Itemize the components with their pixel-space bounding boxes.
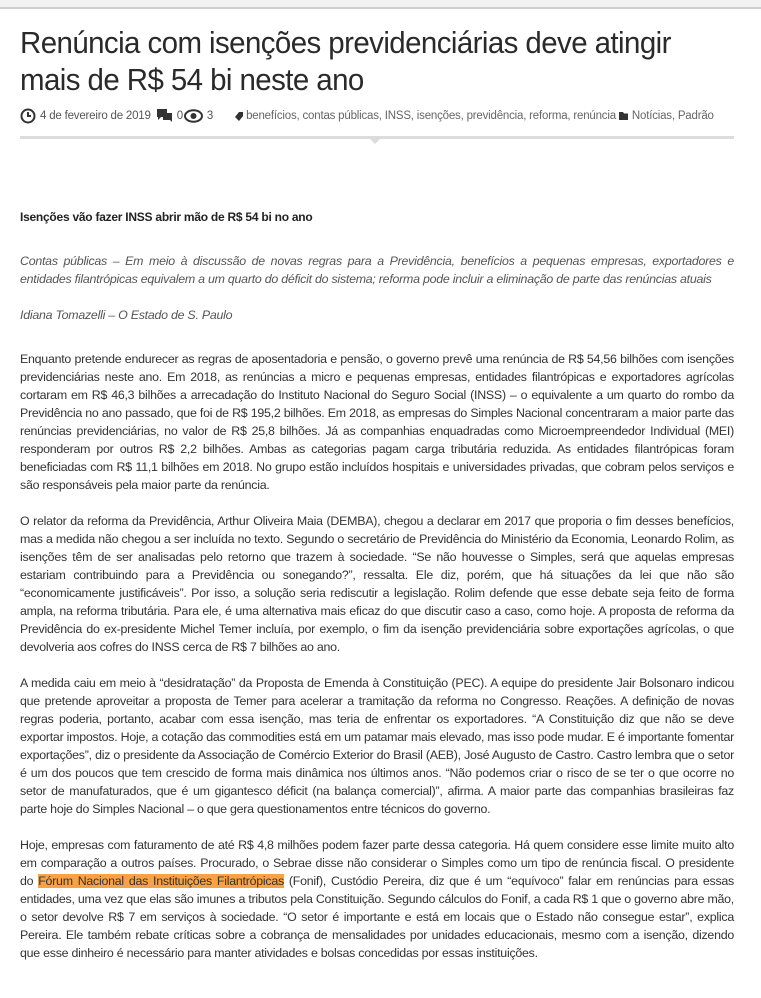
body-paragraph: Enquanto pretende endurecer as regras de aposentadoria e pensão, o governo prevê uma renúncia de R$ 54,56 bilhões com isenções previdenciárias neste ano. Em 2018, as renúncias a micro e pequenas empresas, entidades filantrópicas e exportadores agrícolas cortaram em R$ 46,3 bilhões a arrecadação do Instituto Nacional do Seguro Social (INSS) – o equivalente a um quarto do rombo da Previdência no ano passado, que foi de R$ 195,2 bilhões. Em 2018, as empresas do Simples Nacional concentraram a maior parte das renúncias previdenciárias, no valor de R$ 25,8 bilhões. Já as companhias enquadradas como Microempreendedor Individual (MEI) responderam por outros R$ 2,2 bilhões. Ambas as categorias pagam carga tributária reduzida. As entidades filantrópicas foram beneficiadas com R$ 11,1 bilhões em 2018. No grupo estão incluídos hospitais e universidades privadas, que cobram pelos serviços e são responsáveis pela maior parte da renúncia.: [20, 352, 734, 492]
paragraph-text: Hoje, empresas com faturamento de até R$ 4,8 milhões podem fazer parte dessa categoria. Há quem considere esse limite muito alto em comparação a outros países. Procurado, o Sebrae disse não considerar o Simples como um tipo de renúncia fiscal. O presidente do: [20, 838, 734, 888]
article-lead: Contas públicas – Em meio à discussão de novas regras para a Previdência, benefícios a pequenas empresas, exportadores e entidades filantrópicas equivalem a um quarto do déficit do sistema; reforma pode incluir a eliminação de parte das renúncias atuais: [20, 254, 734, 286]
folder-icon: [619, 112, 629, 120]
paragraph-text: (Fonif), Custódio Pereira, diz que é um “equívoco” falar em renúncias para essas entidades, uma vez que elas são imunes a tributos pela Constituição. Segundo cálculos do Fonif, a cada R$ 1 que o governo abre mão, o setor devolve R$ 7 em serviços à sociedade. “O setor é importante e está em locais que o Estado não consegue estar”, explica Pereira. Ele também rebate críticas sobre a cobrança de mensalidades por unidades educacionais, mesmo com a isenção, dizendo que esse dinheiro é necessário para manter atividades e bolsas concedidas por essas instituições.: [20, 874, 734, 960]
body-paragraph-last: [20, 836, 734, 962]
article-body: [20, 208, 734, 980]
article-header: [20, 24, 735, 139]
post-tags[interactable]: benefícios, contas públicas, INSS, isenções, previdência, reforma, renúncia: [246, 110, 616, 122]
article-byline: Idiana Tomazelli – O Estado de S. Paulo: [20, 308, 233, 322]
comments-icon: [157, 109, 173, 123]
article-title: Renúncia com isenções previdenciárias deve atingir mais de R$ 54 bi neste ano: [20, 25, 671, 97]
comments-count[interactable]: 0: [176, 110, 183, 122]
divider-notch: [370, 139, 380, 144]
clock-icon: [20, 108, 36, 124]
tag-icon: [235, 112, 243, 121]
article-meta: [20, 108, 735, 124]
article-subheading: Isenções vão fazer INSS abrir mão de R$ 54 bi no ano: [20, 210, 313, 224]
post-categories[interactable]: Notícias, Padrão: [631, 110, 714, 122]
post-date[interactable]: 4 de fevereiro de 2019: [40, 110, 151, 122]
views-count: 3: [206, 110, 214, 122]
top-bar: [0, 0, 761, 9]
header-divider: [20, 136, 734, 139]
body-paragraph: O relator da reforma da Previdência, Arthur Oliveira Maia (DEMBA), chegou a declarar em 2017 que proporia o fim desses benefícios, mas a medida não chegou a ser incluída no texto. Segundo o secretário de Previdência do Ministério da Economia, Leonardo Rolim, as isenções têm de ser analisadas pelo retorno que trazem à sociedade. “Se não houvesse o Simples, será que aquelas empresas estariam contribuindo para a Previdência ou sonegando?”, ressalta. Ele diz, porém, que há situações da lei que não são “economicamente justificáveis”. Por isso, a solução seria rediscutir a legislação. Rolim defende que esse debate seja feito de forma ampla, na reforma tributária. Para ele, é uma alternativa mais eficaz do que discutir caso a caso, como hoje. A proposta de reforma da Previdência do ex-presidente Michel Temer incluía, por exemplo, o fim da isenção previdenciária sobre exportações agrícolas, o que devolveria aos cofres do INSS cerca de R$ 7 bilhões ao ano.: [20, 514, 734, 654]
eye-icon: [184, 109, 203, 123]
highlighted-text: Fórum Nacional das Instituições Filantrópicas: [38, 874, 284, 888]
body-paragraph: A medida caiu em meio à “desidratação” da Proposta de Emenda à Constituição (PEC). A equipe do presidente Jair Bolsonaro indicou que pretende aproveitar a proposta de Temer para acelerar a tramitação da reforma no Congresso. Reações. A definição de novas regras poderia, portanto, acabar com essa isenção, mas teria de enfrentar os exportadores. “A Constituição diz que não se deve exportar impostos. Hoje, a cotação das commodities está em um patamar mais elevado, mas isso pode mudar. E é importante fomentar exportações”, diz o presidente da Associação de Comércio Exterior do Brasil (AEB), José Augusto de Castro. Castro lembra que o setor é um dos poucos que tem crescido de forma mais dinâmica nos últimos anos. “Não podemos criar o risco de se ter o que ocorre no setor de manufaturados, que é um gigantesco déficit (na balança comercial)”, afirma. A maior parte das companhias brasileiras faz parte hoje do Simples Nacional – o que gera questionamentos entre técnicos do governo.: [20, 676, 734, 816]
